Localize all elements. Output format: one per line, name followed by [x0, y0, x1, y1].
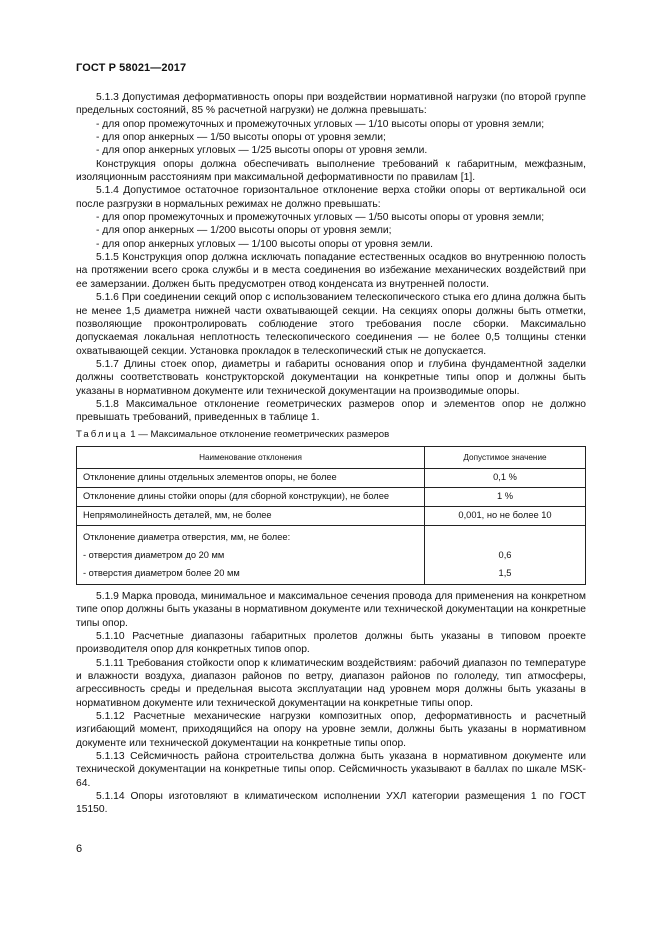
diameter-sub-1: - отверстия диаметром до 20 мм: [83, 549, 225, 560]
list-item: - для опор анкерных угловых — 1/100 высоты опоры от уровня земли.: [96, 238, 433, 250]
table-caption-text: 1 — Максимальное отклонение геометрических размеров: [127, 428, 390, 440]
table-row: [77, 468, 586, 487]
deviation-table: [76, 446, 586, 585]
table-cell-value: 0,1 %: [425, 468, 586, 487]
page-number: 6: [76, 843, 83, 855]
table-cell-name: Отклонение длины отдельных элементов опоры, не более: [77, 468, 425, 487]
table-row: [77, 487, 586, 506]
diameter-sub-2: - отверстия диаметром более 20 мм: [83, 567, 240, 578]
document-body: [76, 91, 586, 817]
list-item: - для опор анкерных угловых — 1/25 высоты опоры от уровня земли.: [96, 145, 428, 157]
diameter-title: Отклонение диаметра отверстия, мм, не более:: [83, 531, 291, 542]
table-cell-name: [77, 525, 425, 584]
column-header-name: Наименование отклонения: [77, 446, 425, 468]
table-caption-label: Таблица: [76, 428, 128, 440]
paragraph-5-1-6: 5.1.6 При соединении секций опор с использованием телескопического стыка его длина должна быть не менее 1,5 диаметра нижней части охватывающей секции. На секциях опоры должны быть отметки, позволяющие проконтролировать соблюдение этого требования после сборки. Максимально допускаемая локальная неплотность телескопического соединения — не более 0,5 толщины стенки охватывающей секции. Установка прокладок в телескопический стык не допускается.: [76, 292, 586, 357]
paragraph-5-1-10: 5.1.10 Расчетные диапазоны габаритных пролетов должны быть указаны в типовом проекте производителя опор для конкретных типов опор.: [76, 630, 586, 656]
table-cell-value: [425, 525, 586, 584]
document-header: ГОСТ Р 58021—2017: [76, 62, 187, 74]
list-item: - для опор анкерных — 1/200 высоты опоры от уровня земли;: [96, 225, 392, 237]
list-item: - для опор анкерных — 1/50 высоты опоры от уровня земли;: [96, 132, 386, 144]
paragraph-5-1-14: 5.1.14 Опоры изготовляют в климатическом исполнении УХЛ категории размещения 1 по ГОСТ 15150.: [76, 791, 586, 816]
table-cell-value: 0,001, но не более 10: [425, 506, 586, 525]
table-caption: [76, 428, 586, 441]
table-cell-name: Отклонение длины стойки опоры (для сборной конструкции), не более: [77, 487, 425, 506]
paragraph-5-1-5: 5.1.5 Конструкция опор должна исключать попадание естественных осадков во внутреннюю полость на протяжении всего срока службы и в места соединения во избежание механических воздействий при ее замерзании. Должен быть предусмотрен отвод конденсата из внутренней полости.: [76, 252, 586, 290]
table-row: [77, 506, 586, 525]
list-item: - для опор промежуточных и промежуточных угловых — 1/50 высоты опоры от уровня земли;: [96, 212, 545, 224]
table-cell-value: 1 %: [425, 487, 586, 506]
diameter-value-blank: [431, 528, 579, 546]
paragraph-5-1-12: 5.1.12 Расчетные механические нагрузки композитных опор, деформативность и расчетный изгибающий момент, приходящийся на опору на уровне земли, должны быть указаны в нормативном документе или технической документации на конкретные типы опор.: [76, 711, 586, 749]
paragraph-5-1-11: 5.1.11 Требования стойкости опор к климатическим воздействиям: рабочий диапазон по температуре и влажности воздуха, диапазон районов по ветру, диапазон районов по гололеду, тип атмосферы, агрессивность среды и предельная высота эксплуатации над уровнем моря должны быть указаны в нормативном документе или технической документации на конкретные типы опор.: [76, 657, 586, 709]
diameter-value-2: 1,5: [498, 567, 512, 578]
diameter-value-1: 0,6: [498, 549, 512, 560]
paragraph-construction: Конструкция опоры должна обеспечивать выполнение требований к габаритным, межфазным, изоляционным расстояниям при максимальной деформативности по правилам [1].: [76, 158, 586, 184]
paragraph-5-1-8: 5.1.8 Максимальное отклонение геометрических размеров опор и элементов опор не должно превышать требований, приведенных в таблице 1.: [76, 398, 586, 424]
paragraph-5-1-4: 5.1.4 Допустимое остаточное горизонтальное отклонение верха стойки опоры от вертикальной оси после разгрузки в нормальных режимах не должно превышать:: [76, 185, 586, 210]
list-item: - для опор промежуточных и промежуточных угловых — 1/10 высоты опоры от уровня земли;: [96, 118, 545, 130]
paragraph-5-1-7: 5.1.7 Длины стоек опор, диаметры и габариты основания опор и глубина фундаментной заделки должны соответствовать конструкторской документации на конкретные типы опор и должны быть указаны в нормативном документе или технической документации на производимые опоры.: [76, 358, 586, 397]
table-cell-name: Непрямолинейность деталей, мм, не более: [77, 506, 425, 525]
table-header-row: [77, 446, 586, 468]
paragraph-5-1-9: 5.1.9 Марка провода, минимальное и максимальное сечения провода для применения на конкретном типе опор должны быть указаны в нормативном документе или технической документации на конкретные типы опор.: [76, 590, 586, 629]
paragraph-5-1-13: 5.1.13 Сейсмичность района строительства должна быть указана в нормативном документе или технической документации на конкретные типы опор. Сейсмичность указывают в баллах по шкале MSK-64.: [76, 751, 586, 789]
table-row: [77, 525, 586, 584]
paragraph-5-1-3: 5.1.3 Допустимая деформативность опоры при воздействии нормативной нагрузки (по второй группе предельных состояний, 85 % расчетной нагрузки) не должна превышать:: [76, 92, 586, 117]
column-header-value: Допустимое значение: [425, 446, 586, 468]
